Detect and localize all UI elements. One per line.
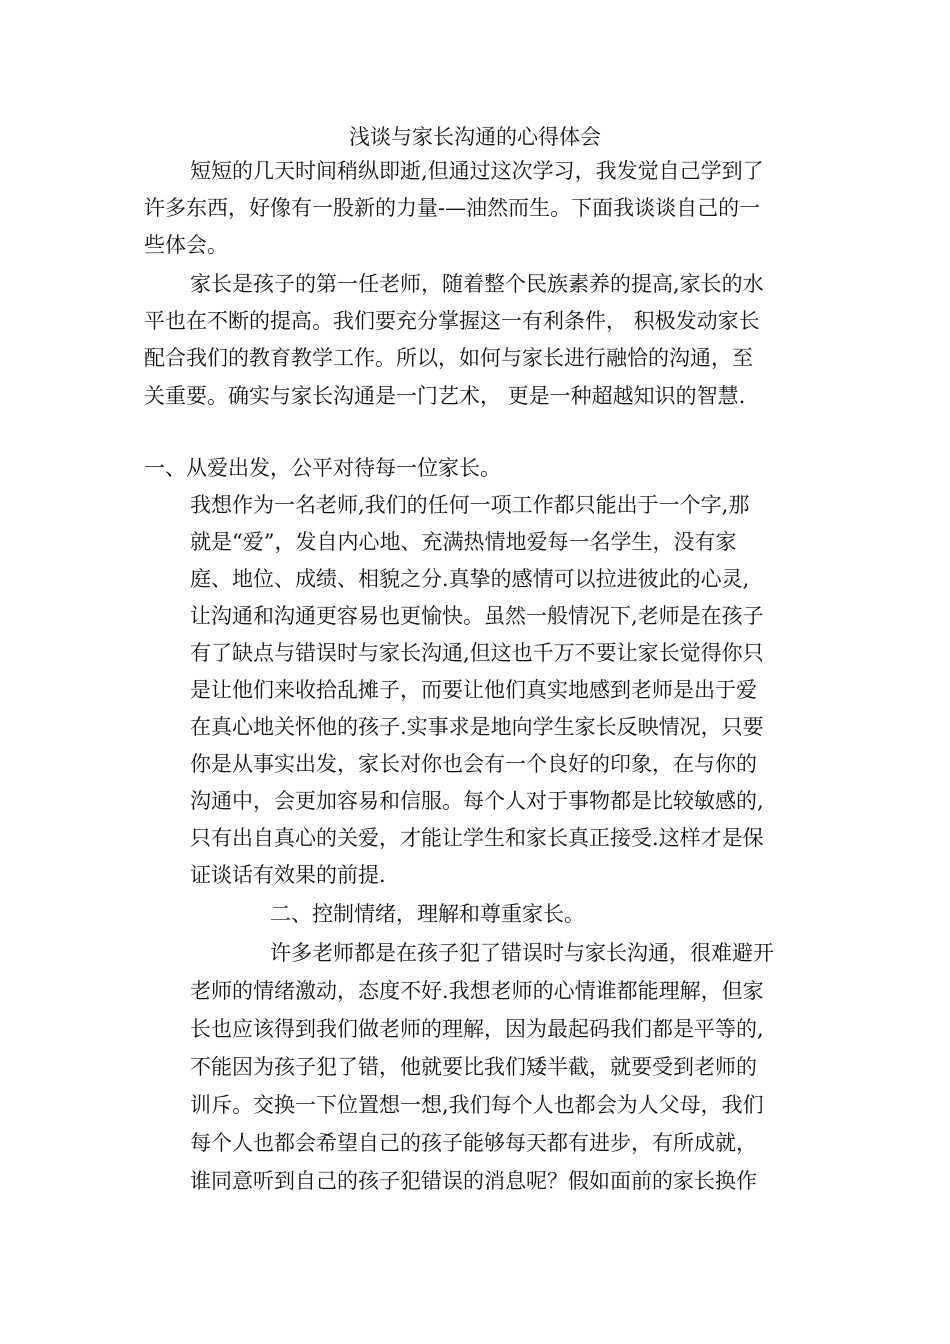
intro-line-1: 短短的几天时间稍纵即逝,但通过这次学习，我发觉自己学到了 bbox=[190, 159, 764, 183]
section1-line-4: 让沟通和沟通更容易也更愉快。虽然一般情况下,老师是在孩子 bbox=[190, 604, 764, 628]
section2-line-6: 每个人也都会希望自己的孩子能够每天都有进步，有所成就， bbox=[190, 1131, 757, 1155]
section2-line-5: 训斥。交换一下位置想一想,我们每个人也都会为人父母，我们 bbox=[190, 1093, 764, 1117]
document-title: 浅谈与家长沟通的心得体会 bbox=[349, 125, 601, 149]
section1-line-8: 你是从事实出发，家长对你也会有一个良好的印象，在与你的 bbox=[190, 752, 757, 776]
section1-line-2: 就是“爱”，发自内心地、充满热情地爱每一名学生，没有家 bbox=[190, 530, 737, 554]
section1-line-1: 我想作为一名老师,我们的任何一项工作都只能出于一个字,那 bbox=[190, 493, 750, 517]
section1-line-7: 在真心地关怀他的孩子.实事求是地向学生家长反映情况，只要 bbox=[190, 715, 764, 739]
para2-line-2: 平也在不断的提高。我们要充分掌握这一有利条件， 积极发动家长 bbox=[144, 309, 760, 333]
para2-line-1: 家长是孩子的第一任老师，随着整个民族素养的提高,家长的水 bbox=[190, 272, 764, 296]
section2-heading: 二、控制情绪，理解和尊重家长。 bbox=[270, 902, 585, 926]
section1-heading: 一、从爱出发，公平对待每一位家长。 bbox=[144, 456, 501, 480]
para2-line-4: 关重要。确实与家长沟通是一门艺术， 更是一种超越知识的智慧. bbox=[144, 384, 746, 408]
intro-line-2: 许多东西，好像有一股新的力量-—油然而生。下面我谈谈自己的一 bbox=[144, 196, 761, 220]
section2-line-7: 谁同意听到自己的孩子犯错误的消息呢？假如面前的家长换作 bbox=[190, 1169, 757, 1193]
section2-line-1: 许多老师都是在孩子犯了错误时与家长沟通，很难避开 bbox=[270, 941, 774, 965]
section1-line-10: 只有出自真心的关爱，才能让学生和家长真正接受.这样才是保 bbox=[190, 826, 764, 850]
para2-line-3: 配合我们的教育教学工作。所以，如何与家长进行融恰的沟通，至 bbox=[144, 346, 753, 370]
section1-line-9: 沟通中，会更加容易和信服。每个人对于事物都是比较敏感的, bbox=[190, 789, 764, 813]
section1-line-6: 是让他们来收拾乱摊子，而要让他们真实地感到老师是出于爱 bbox=[190, 678, 757, 702]
section1-line-3: 庭、地位、成绩、相貌之分.真挚的感情可以拉进彼此的心灵, bbox=[190, 567, 750, 591]
section2-line-4: 不能因为孩子犯了错，他就要比我们矮半截，就要受到老师的 bbox=[190, 1055, 757, 1079]
section2-line-3: 长也应该得到我们做老师的理解，因为最起码我们都是平等的, bbox=[190, 1017, 764, 1041]
section1-line-5: 有了缺点与错误时与家长沟通,但这也千万不要让家长觉得你只 bbox=[190, 641, 764, 665]
section2-line-2: 老师的情绪激动，态度不好.我想老师的心情谁都能理解，但家 bbox=[190, 979, 764, 1003]
intro-line-3: 些体会。 bbox=[144, 233, 228, 257]
section1-line-11: 证谈话有效果的前提. bbox=[190, 863, 386, 887]
